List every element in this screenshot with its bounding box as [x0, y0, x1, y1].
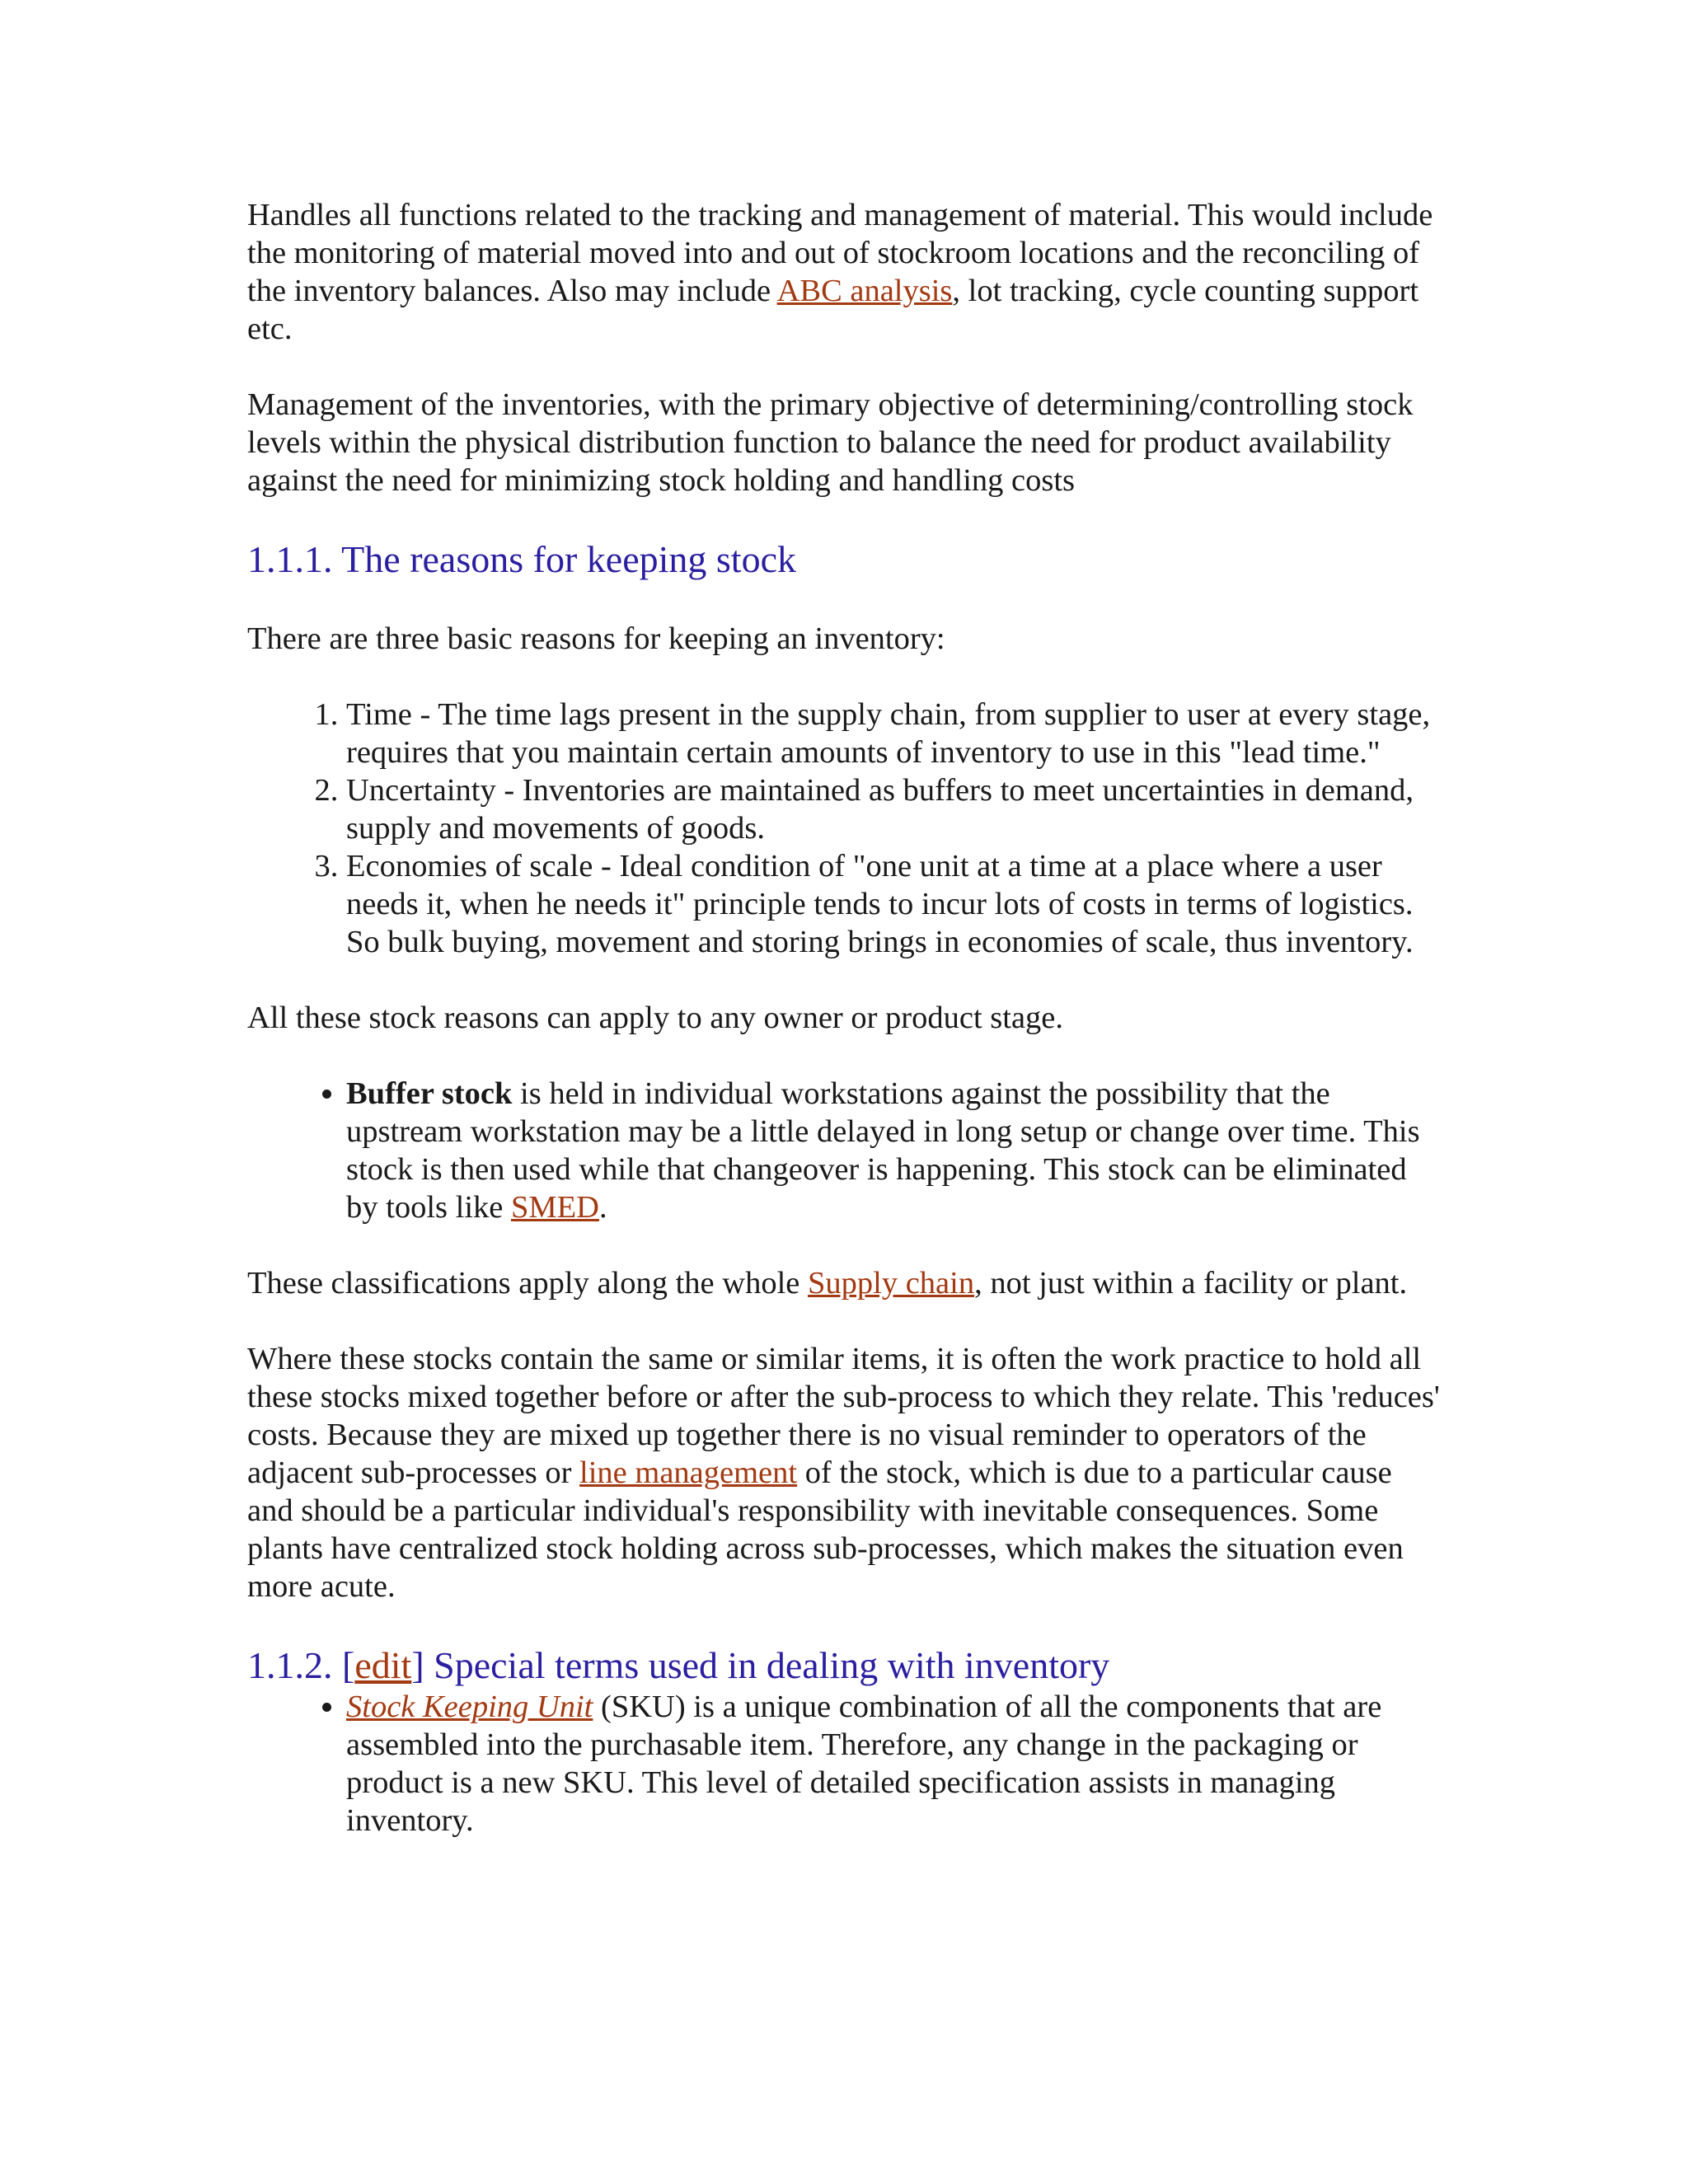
list-item: 2. Uncertainty - Inventories are maintained as buffers to meet uncertainties in demand, supply and movements of goods. — [346, 771, 1442, 847]
intro-text: Handles all functions related to the tracking and management of material. This would include the monitoring of material moved into and out of stockroom locations and the reconciling of the inventory balances. Also may include — [247, 198, 1433, 308]
document-page — [247, 196, 1442, 1877]
stock-keeping-unit-link[interactable]: Stock Keeping Unit — [346, 1690, 593, 1724]
buffer-text: . — [598, 1190, 607, 1225]
list-item: 3. Economies of scale - Ideal condition of "one unit at a time at a place where a user needs it, when he needs it" principle tends to incur lots of costs in terms of logistics. So bulk buying, movement and storing brings in economies of scale, thus inventory. — [346, 847, 1442, 961]
buffer-list — [247, 1075, 1442, 1226]
section-number: 1.1.2. — [247, 1644, 333, 1686]
edit-link[interactable]: edit — [354, 1644, 412, 1686]
section-title: Special terms used in dealing with inventory — [434, 1644, 1110, 1686]
edit-bracket: [ — [342, 1644, 355, 1686]
classifications-text: These classifications apply along the whole — [247, 1266, 808, 1301]
line-management-link[interactable]: line management — [579, 1455, 798, 1490]
sku-text: (SKU) is a unique combination of all the components that are assembled into the purchasable item. Therefore, any change in the packaging or product is a new SKU. This level of detailed specification assists in managing inventory. — [346, 1690, 1382, 1838]
list-item — [346, 1075, 1442, 1226]
classifications-paragraph — [247, 1264, 1442, 1302]
intro-paragraph-2: Management of the inventories, with the primary objective of determining/controlling stock levels within the physical distribution function to balance the need for product availability against the need for minimizing stock holding and handling costs — [247, 387, 1414, 498]
buffer-stock-term: Buffer stock — [346, 1076, 513, 1111]
reasons-list — [247, 696, 1442, 961]
section-title: The reasons for keeping stock — [341, 538, 796, 580]
list-item — [346, 1688, 1442, 1840]
section-heading-reasons — [247, 537, 1442, 582]
supply-chain-link[interactable]: Supply chain — [807, 1266, 975, 1301]
apply-paragraph: All these stock reasons can apply to any owner or product stage. — [247, 1001, 1064, 1035]
stocks-text: of the stock, which is due to a particular cause and should be a particular individual's responsibility with inevitable consequences. Some plants have centralized stock holding across sub-processes, which makes the situation even more acute. — [247, 1455, 1404, 1604]
buffer-text: is held in individual workstations against the possibility that the upstream workstation may be a little delayed in long setup or change over time. This stock is then used while that changeover is happening. This stock can be eliminated by tools like — [346, 1076, 1420, 1225]
stocks-text: Where these stocks contain the same or similar items, it is often the work practice to hold all these stocks mixed together before or after the sub-process to which they relate. This 'reduces' costs. Because they are mixed up together there is no visual reminder to operators of the adjacent sub-processes or — [247, 1342, 1440, 1490]
smed-link[interactable]: SMED — [510, 1190, 599, 1225]
reasons-lead: There are three basic reasons for keeping an inventory: — [247, 621, 945, 656]
stocks-paragraph — [247, 1340, 1442, 1605]
edit-bracket: ] — [411, 1644, 424, 1686]
section-number: 1.1.1. — [247, 538, 333, 580]
intro-text: , lot tracking, cycle counting support etc. — [247, 274, 1419, 346]
list-item: 1. Time - The time lags present in the supply chain, from supplier to user at every stage, requires that you maintain certain amounts of inventory to use in this "lead time." — [346, 696, 1442, 771]
classifications-text: , not just within a facility or plant. — [974, 1266, 1408, 1301]
abc-analysis-link[interactable]: ABC analysis — [776, 274, 953, 308]
intro-paragraph-1 — [247, 196, 1442, 348]
section-heading-special-terms — [247, 1643, 1442, 1688]
special-terms-list — [247, 1688, 1442, 1840]
